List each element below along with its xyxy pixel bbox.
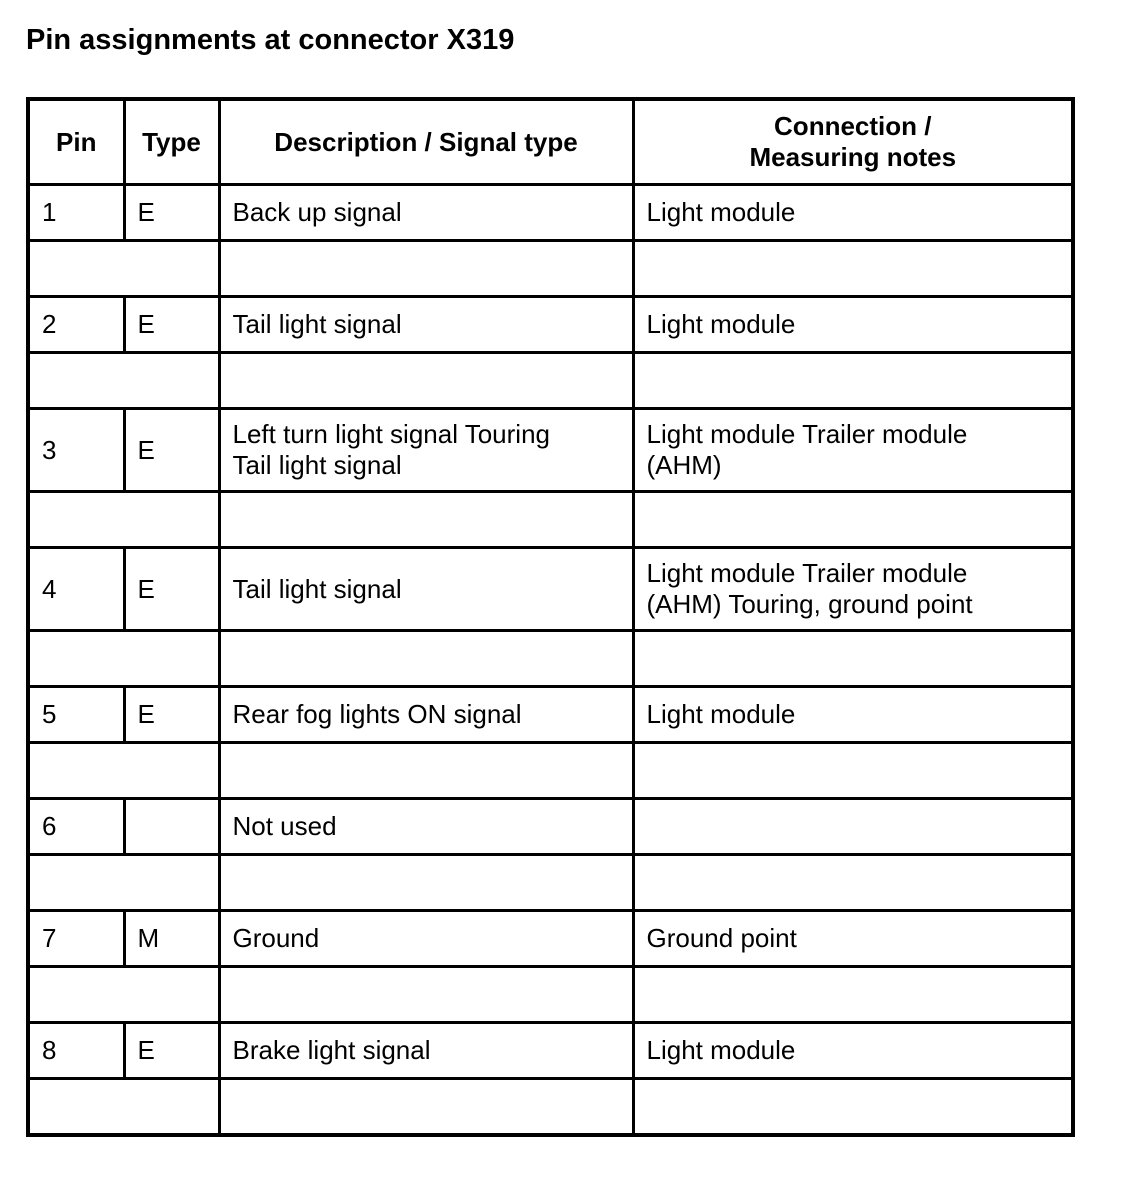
header-pin: Pin — [28, 99, 124, 185]
spacer-row — [28, 492, 1073, 548]
connection-cell — [633, 548, 1073, 631]
type-cell: E — [124, 409, 219, 492]
connection-cell: Ground point — [633, 911, 1073, 967]
pin-assignment-table — [26, 97, 1075, 1137]
connection-line1: Light module Trailer module — [646, 419, 968, 449]
spacer-cell — [219, 1079, 633, 1136]
spacer-cell — [633, 967, 1073, 1023]
pin-cell: 6 — [28, 799, 124, 855]
header-description: Description / Signal type — [219, 99, 633, 185]
connection-line2: (AHM) Touring, ground point — [646, 589, 973, 619]
spacer-cell — [219, 492, 633, 548]
type-cell: E — [124, 1023, 219, 1079]
spacer-cell — [219, 241, 633, 297]
spacer-row — [28, 743, 1073, 799]
header-connection-line1: Connection / — [774, 111, 932, 141]
spacer-cell — [28, 241, 219, 297]
description-line1: Left turn light signal Touring — [232, 419, 550, 449]
table-header-row — [28, 99, 1073, 185]
connection-cell: Light module — [633, 687, 1073, 743]
pin-cell: 1 — [28, 185, 124, 241]
spacer-row — [28, 353, 1073, 409]
type-cell: M — [124, 911, 219, 967]
spacer-cell — [219, 855, 633, 911]
type-cell: E — [124, 297, 219, 353]
spacer-cell — [633, 241, 1073, 297]
table-row — [28, 687, 1073, 743]
connection-cell: Light module — [633, 185, 1073, 241]
description-line2: Tail light signal — [232, 450, 402, 480]
spacer-cell — [28, 743, 219, 799]
type-cell: E — [124, 185, 219, 241]
spacer-row — [28, 241, 1073, 297]
type-cell — [124, 799, 219, 855]
spacer-cell — [219, 967, 633, 1023]
spacer-cell — [28, 855, 219, 911]
description-cell: Rear fog lights ON signal — [219, 687, 633, 743]
table-row — [28, 548, 1073, 631]
spacer-cell — [28, 353, 219, 409]
spacer-row — [28, 967, 1073, 1023]
pin-cell: 3 — [28, 409, 124, 492]
spacer-cell — [28, 492, 219, 548]
header-type: Type — [124, 99, 219, 185]
connection-cell: Light module — [633, 297, 1073, 353]
header-connection-line2: Measuring notes — [749, 142, 957, 172]
description-cell: Brake light signal — [219, 1023, 633, 1079]
table-row — [28, 297, 1073, 353]
spacer-row — [28, 855, 1073, 911]
spacer-cell — [28, 967, 219, 1023]
table-row — [28, 409, 1073, 492]
spacer-row — [28, 631, 1073, 687]
spacer-cell — [219, 631, 633, 687]
pin-cell: 5 — [28, 687, 124, 743]
table-row — [28, 1023, 1073, 1079]
table-row — [28, 799, 1073, 855]
description-cell: Back up signal — [219, 185, 633, 241]
pin-cell: 4 — [28, 548, 124, 631]
header-connection — [633, 99, 1073, 185]
description-cell: Not used — [219, 799, 633, 855]
spacer-cell — [633, 855, 1073, 911]
pin-cell: 7 — [28, 911, 124, 967]
spacer-cell — [28, 631, 219, 687]
description-cell: Tail light signal — [219, 548, 633, 631]
description-cell — [219, 409, 633, 492]
connection-cell: Light module — [633, 1023, 1073, 1079]
connection-cell — [633, 799, 1073, 855]
spacer-cell — [219, 353, 633, 409]
spacer-cell — [633, 743, 1073, 799]
connection-cell — [633, 409, 1073, 492]
type-cell: E — [124, 687, 219, 743]
spacer-cell — [633, 353, 1073, 409]
type-cell: E — [124, 548, 219, 631]
table-row — [28, 185, 1073, 241]
description-cell: Ground — [219, 911, 633, 967]
spacer-cell — [633, 1079, 1073, 1136]
table-row — [28, 911, 1073, 967]
page-title: Pin assignments at connector X319 — [26, 24, 515, 56]
spacer-cell — [219, 743, 633, 799]
pin-cell: 2 — [28, 297, 124, 353]
spacer-cell — [633, 492, 1073, 548]
spacer-cell — [28, 1079, 219, 1136]
connection-line2: (AHM) — [646, 450, 722, 480]
pin-cell: 8 — [28, 1023, 124, 1079]
description-cell: Tail light signal — [219, 297, 633, 353]
connection-line1: Light module Trailer module — [646, 558, 968, 588]
spacer-cell — [633, 631, 1073, 687]
spacer-row — [28, 1079, 1073, 1136]
